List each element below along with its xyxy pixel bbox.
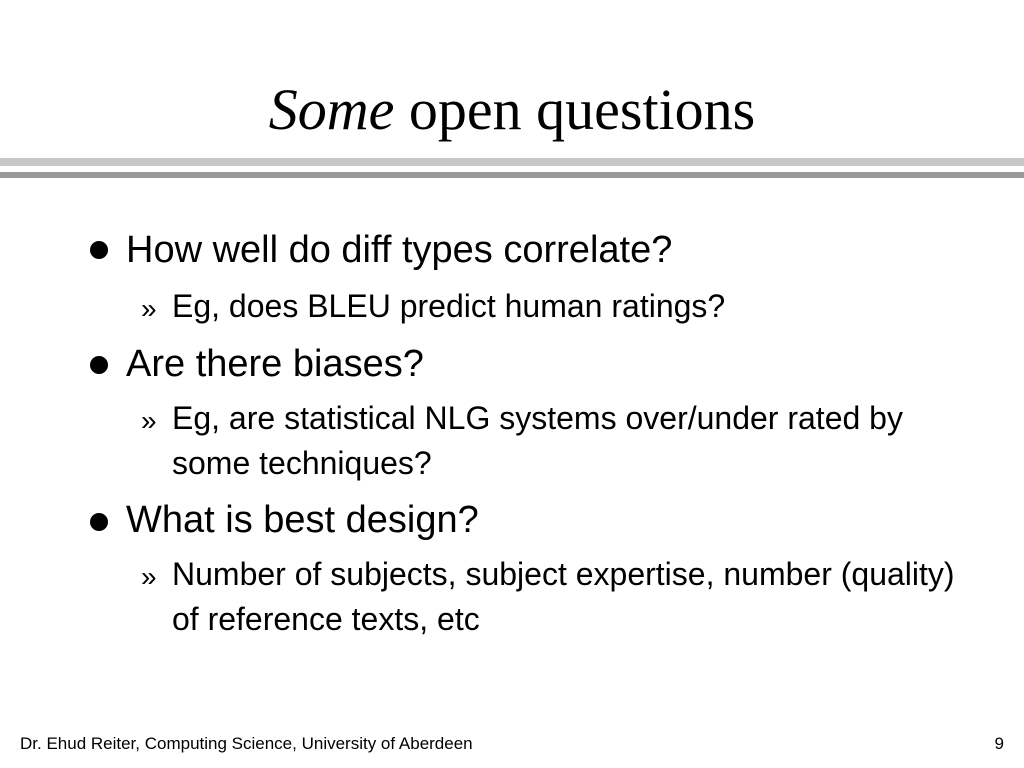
bullet-text: How well do diff types correlate? [126, 229, 673, 271]
bullet-dot-icon [90, 513, 108, 531]
title-divider-dark [0, 172, 1024, 178]
slide-title-italic: Some [268, 77, 395, 142]
sub-bullet-text: Number of subjects, subject expertise, number (quality) of reference texts, etc [172, 556, 955, 637]
slide-title-rest: open questions [408, 77, 756, 142]
sub-bullet-marker: » [141, 561, 157, 592]
bullet-text: Are there biases? [126, 343, 424, 385]
sub-bullet-marker: » [141, 405, 157, 436]
sub-bullet-marker: » [141, 293, 157, 324]
title-divider-light [0, 158, 1024, 166]
sub-bullet-text: Eg, are statistical NLG systems over/under rated by some techniques? [172, 400, 903, 481]
page-number: 9 [994, 734, 1004, 753]
bullet-dot-icon [90, 356, 108, 374]
bullet-dot-icon [90, 241, 108, 259]
bullet-text: What is best design? [126, 499, 479, 541]
slide-title [0, 72, 1024, 148]
footer-author: Dr. Ehud Reiter, Computing Science, University of Aberdeen [20, 734, 473, 753]
sub-bullet-text: Eg, does BLEU predict human ratings? [172, 288, 726, 324]
